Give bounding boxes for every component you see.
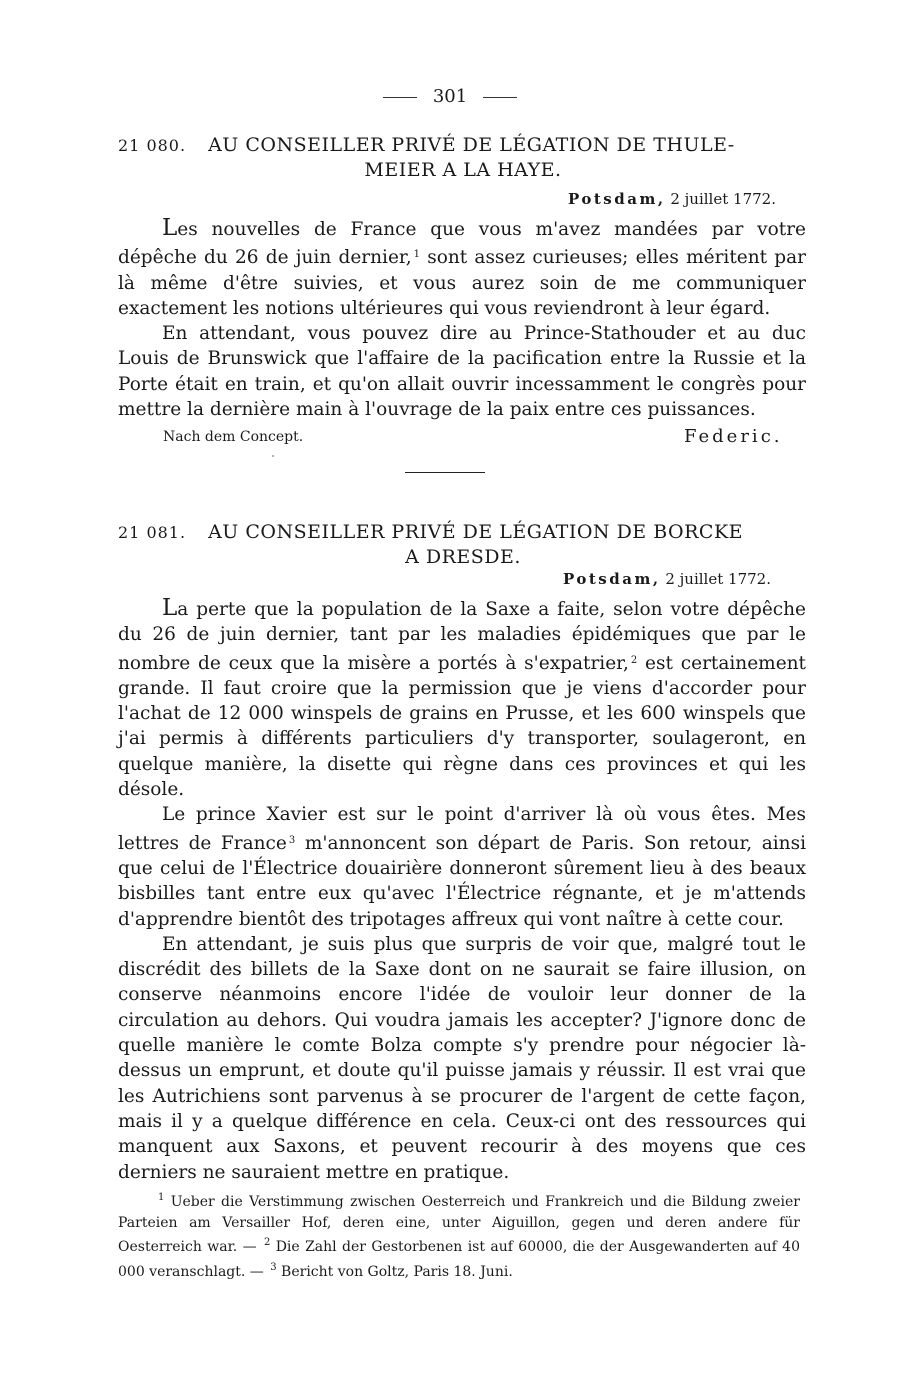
letter-2-place: Potsdam, [563,570,661,588]
section-divider [405,472,485,473]
page-number: 301 [432,86,468,107]
header-dash-left [383,97,417,98]
footnote-3: Bericht von Goltz, Paris 18. Juni. [276,1263,513,1280]
letter-1-place: Potsdam, [568,190,666,208]
footnote-1-mark: 1 [158,1192,165,1203]
footnote-text [118,1188,800,1282]
letter-2-dateline [563,570,771,588]
letter-1-body [118,216,806,422]
letter-1-source: Nach dem Concept. [163,429,304,445]
page-header [0,86,900,107]
letter-1-date: 2 juillet 1772. [670,190,776,208]
letter-2-number: 21 081. [118,523,187,542]
footnote-1: Ueber die Verstimmung zwischen Oesterreich und Frankreich und die Bildung zweier Parteien am Versailler Hof, deren eine, unter Aiguillon, gegen und deren andere für Oesterreich war. — [118,1194,800,1255]
letter-2-paragraph-1: La perte que la population de la Saxe a faite, selon votre dépêche du 26 de juin dernier, tant par les maladies épidémiques que par le nombre de ceux que la misère a portés à s'expatrier, $^2$ est certainement grande. Il faut croire que la permission que je viens d'accorder pour l'achat de 12 000 winspels de grains en Prusse, et les 600 winspels que j'ai permis à différents particuliers d'y transporter, soulageront, en quelque manière, la disette qui règne dans ces provinces et qui les désole. [118,595,806,801]
letter-2-paragraph-3: En attendant, je suis plus que surpris de voir que, malgré tout le discrédit des billets de la Saxe dont on ne saurait se faire illusion, on conserve néanmoins encore l'idée de vouloir leur donner de la circulation au dehors. Qui voudra jamais les accepter? J'ignore donc de quelle manière le comte Bolza compte s'y prendre pour négocier là-dessus un emprunt, et doute qu'il puisse jamais y réussir. Il est vrai que les Autrichiens sont parvenus à se procurer de l'argent de cette façon, mais il y a quelque différence en cela. Ceux-ci ont des ressources qui manquent aux Saxons, et peuvent recourir à des moyens que ces derniers ne sauraient mettre en pratique. [118,933,806,1183]
footnote-3-mark: 3 [270,1261,277,1273]
letter-2-date: 2 juillet 1772. [665,570,771,588]
letter-1-title [118,133,808,183]
header-dash-right [483,97,517,98]
letter-1-paragraph-2: En attendant, vous pouvez dire au Prince-Stathouder et au duc Louis de Brunswick que l'affaire de la pacification entre la Russie et la Porte était en train, et qu'on allait ouvrir incessamment le congrès pour mettre la dernière main à l'ouvrage de la paix entre ces puissances. [118,323,806,421]
letter-1-title-line2: MEIER A LA HAYE. [364,159,562,181]
letter-2-title-line2: A DRESDE. [405,546,521,568]
letter-1-signature: Federic. [684,426,783,447]
letter-1-dateline [568,190,776,208]
letter-2-title [118,520,808,570]
footnote-2-mark: 2 [263,1237,271,1248]
footnotes [118,1188,800,1282]
letter-2-paragraph-2: Le prince Xavier est sur le point d'arriver là où vous êtes. Mes lettres de France $^3$ m'annoncent son départ de Paris. Son retour, ainsi que celui de l'Électrice douairière donneront sûrement lieu à des beaux bisbilles tant entre eux qu'avec l'Électrice régnante, et je m'attends d'apprendre bientôt des tripotages affreux qui vont naître à cette cour. [118,804,806,930]
footnote-2: Die Zahl der Gestorbenen ist auf 60000, die der Ausgewanderten auf 40 000 veranschlagt. — [118,1239,800,1280]
letter-1-title-line1: AU CONSEILLER PRIVÉ DE LÉGATION DE THULE- [208,134,735,156]
letter-1-paragraph-1: Les nouvelles de France que vous m'avez mandées par votre dépêche du 26 de juin dernier, $^1$ sont assez curieuses; elles méritent par là même d'être suivies, et vous aurez soin de me communiquer exactement les notions ultérieures qui vous reviendront à leur égard. [118,215,807,319]
letter-1-number: 21 080. [118,136,187,155]
stray-mark [272,455,274,457]
letter-2-body [118,596,806,1185]
letter-2-title-line1: AU CONSEILLER PRIVÉ DE LÉGATION DE BORCKE [208,521,744,543]
